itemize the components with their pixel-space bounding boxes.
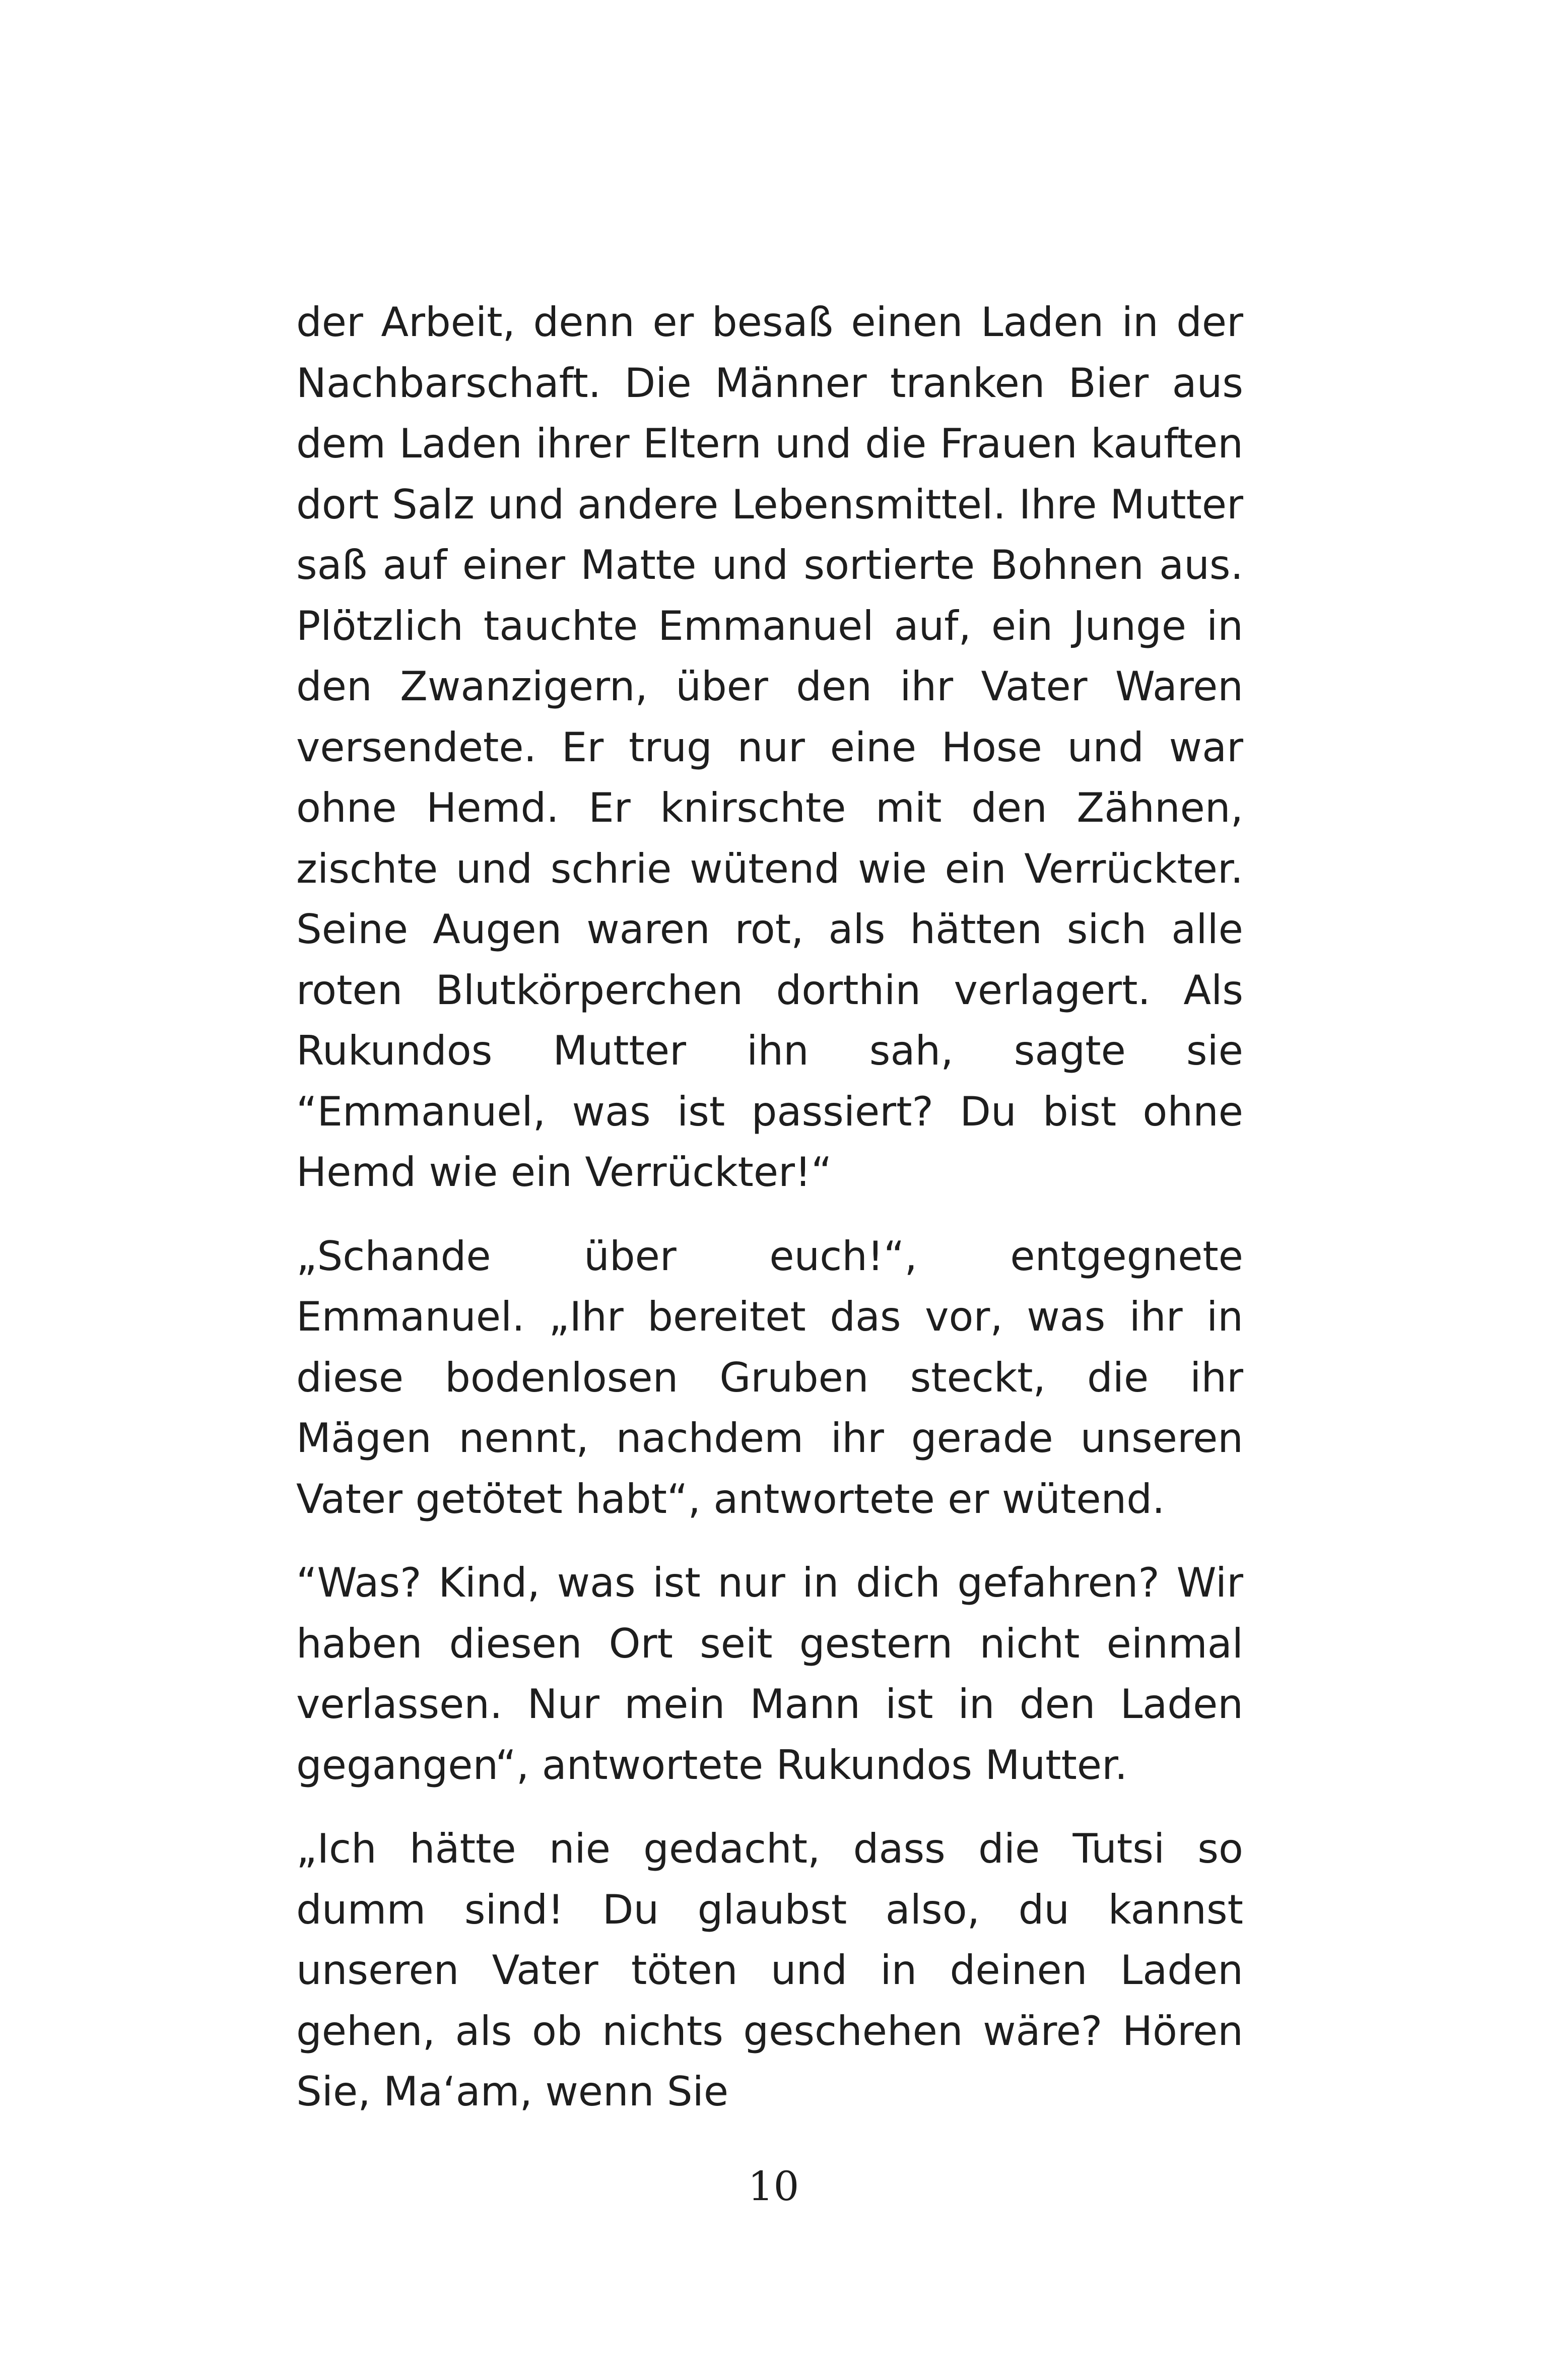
page-number: 10 [748, 2163, 799, 2210]
body-text [296, 292, 1243, 2123]
paragraph: der Arbeit, denn er besaß einen Laden in der Nachbarschaft. Die Männer tranken Bier aus dem Laden ihrer Eltern und die Frauen kauften dort Salz und andere Lebensmittel. Ihre Mutter saß auf einer Matte und sortierte Bohnen aus. Plötzlich tauchte Emmanuel auf, ein Junge in den Zwanzigern, über den ihr Vater Waren versendete. Er trug nur eine Hose und war ohne Hemd. Er knirschte mit den Zähnen, zischte und schrie wütend wie ein Verrückter. Seine Augen waren rot, als hätten sich alle roten Blutkörperchen dorthin verlagert. Als Rukundos Mutter ihn sah, sagte sie “Emmanuel, was ist passiert? Du bist ohne Hemd wie ein Verrückter!“ [296, 299, 1243, 1196]
paragraph: “Was? Kind, was ist nur in dich gefahren? Wir haben diesen Ort seit gestern nicht einmal verlassen. Nur mein Mann ist in den Laden gegangen“, antwortete Rukundos Mutter. [296, 1559, 1243, 1789]
paragraph: „Ich hätte nie gedacht, dass die Tutsi so dumm sind! Du glaubst also, du kannst unseren Vater töten und in deinen Laden gehen, als ob nichts geschehen wäre? Hören Sie, Ma‘am, wenn Sie [296, 1825, 1243, 2115]
paragraph: „Schande über euch!“, entgegnete Emmanuel. „Ihr bereitet das vor, was ihr in diese bodenlosen Gruben steckt, die ihr Mägen nennt, nachdem ihr gerade unseren Vater getötet habt“, antwortete er wütend. [296, 1232, 1243, 1523]
